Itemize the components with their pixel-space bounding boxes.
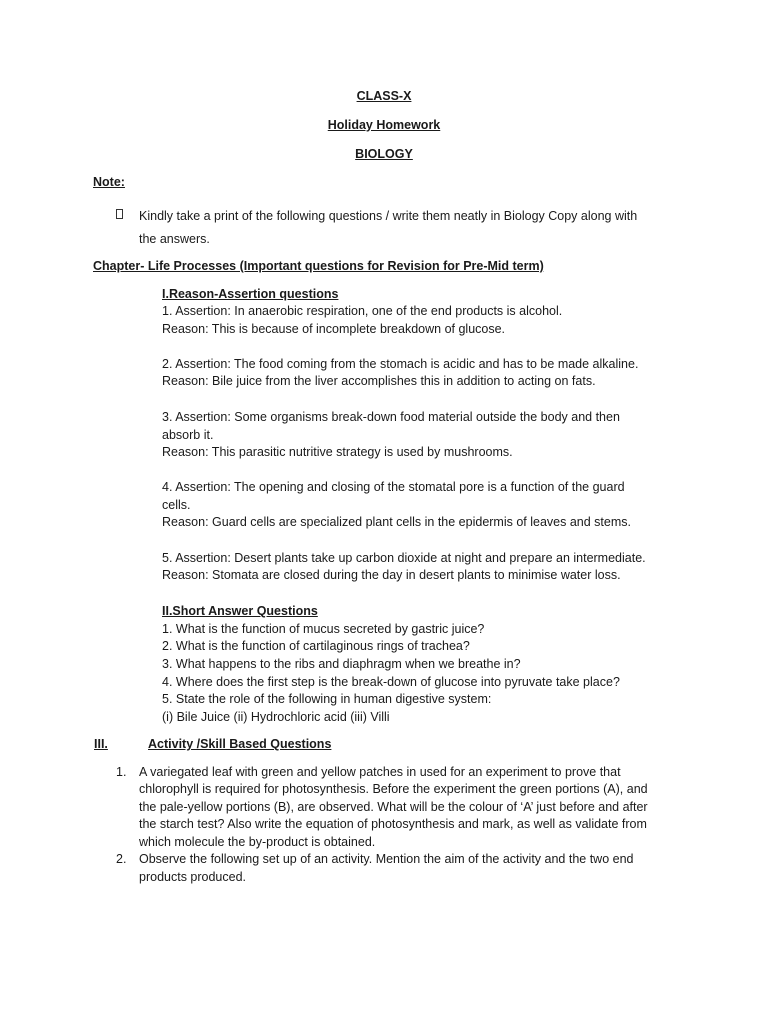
activity-item-line: A variegated leaf with green and yellow patches in used for an experiment to prove that (139, 765, 621, 779)
section-1-line: Reason: This parasitic nutritive strategy is used by mushrooms. (162, 445, 513, 459)
section-1-line: Reason: Bile juice from the liver accomplishes this in addition to acting on fats. (162, 374, 596, 388)
activity-item-line: which molecule the by-product is obtained. (139, 835, 376, 849)
section-1-line: 4. Assertion: The opening and closing of the stomatal pore is a function of the guard (162, 480, 625, 494)
section-2-line: 5. State the role of the following in human digestive system: (162, 692, 492, 706)
heading-subject: BIOLOGY (355, 147, 413, 161)
heading-homework: Holiday Homework (327, 118, 441, 132)
activity-item-line: chlorophyll is required for photosynthesis. Before the experiment the green portions (A), and (139, 782, 648, 796)
section-2-line: 1. What is the function of mucus secreted by gastric juice? (162, 622, 485, 636)
heading-class: CLASS-X (356, 89, 412, 103)
section-1-line: Reason: Guard cells are specialized plant cells in the epidermis of leaves and stems. (162, 515, 631, 529)
note-line-1: Kindly take a print of the following questions / write them neatly in Biology Copy along with (139, 209, 638, 223)
section-2-line: 4. Where does the first step is the break-down of glucose into pyruvate take place? (162, 675, 620, 689)
bullet-icon (116, 209, 123, 219)
section-2-line: 3. What happens to the ribs and diaphragm when we breathe in? (162, 657, 521, 671)
chapter-title: Chapter- Life Processes (Important questions for Revision for Pre-Mid term) (93, 259, 544, 273)
note-line-2: the answers. (139, 232, 210, 246)
activity-item-line: the pale-yellow portions (B), are observed. What will be the colour of ‘A’ just before and after (139, 800, 648, 814)
section-1-line: Reason: This is because of incomplete breakdown of glucose. (162, 322, 506, 336)
section-1-line: 3. Assertion: Some organisms break-down food material outside the body and then (162, 410, 620, 424)
section-1-line: absorb it. (162, 428, 214, 442)
section-2-line: 2. What is the function of cartilaginous rings of trachea? (162, 639, 470, 653)
activity-item-number: 2. (116, 852, 127, 866)
activity-item-line: products produced. (139, 870, 247, 884)
activity-item-line: the starch test? Also write the equation of photosynthesis and mark, as well as validate from (139, 817, 647, 831)
section-1-title: I.Reason-Assertion questions (162, 287, 339, 301)
section-1-line: Reason: Stomata are closed during the day in desert plants to minimise water loss. (162, 568, 621, 582)
section-1-line: cells. (162, 498, 191, 512)
section-1-line: 5. Assertion: Desert plants take up carbon dioxide at night and prepare an intermediate. (162, 551, 646, 565)
activity-item-number: 1. (116, 765, 127, 779)
note-label: Note: (93, 175, 125, 189)
section-1-line: 1. Assertion: In anaerobic respiration, one of the end products is alcohol. (162, 304, 563, 318)
activity-item-line: Observe the following set up of an activity. Mention the aim of the activity and the two end (139, 852, 634, 866)
section-2-title: II.Short Answer Questions (162, 604, 318, 618)
section-3-title: Activity /Skill Based Questions (148, 737, 332, 751)
section-1-line: 2. Assertion: The food coming from the stomach is acidic and has to be made alkaline. (162, 357, 639, 371)
section-2-line: (i) Bile Juice (ii) Hydrochloric acid (iii) Villi (162, 710, 390, 724)
section-3-number: III. (94, 737, 108, 751)
